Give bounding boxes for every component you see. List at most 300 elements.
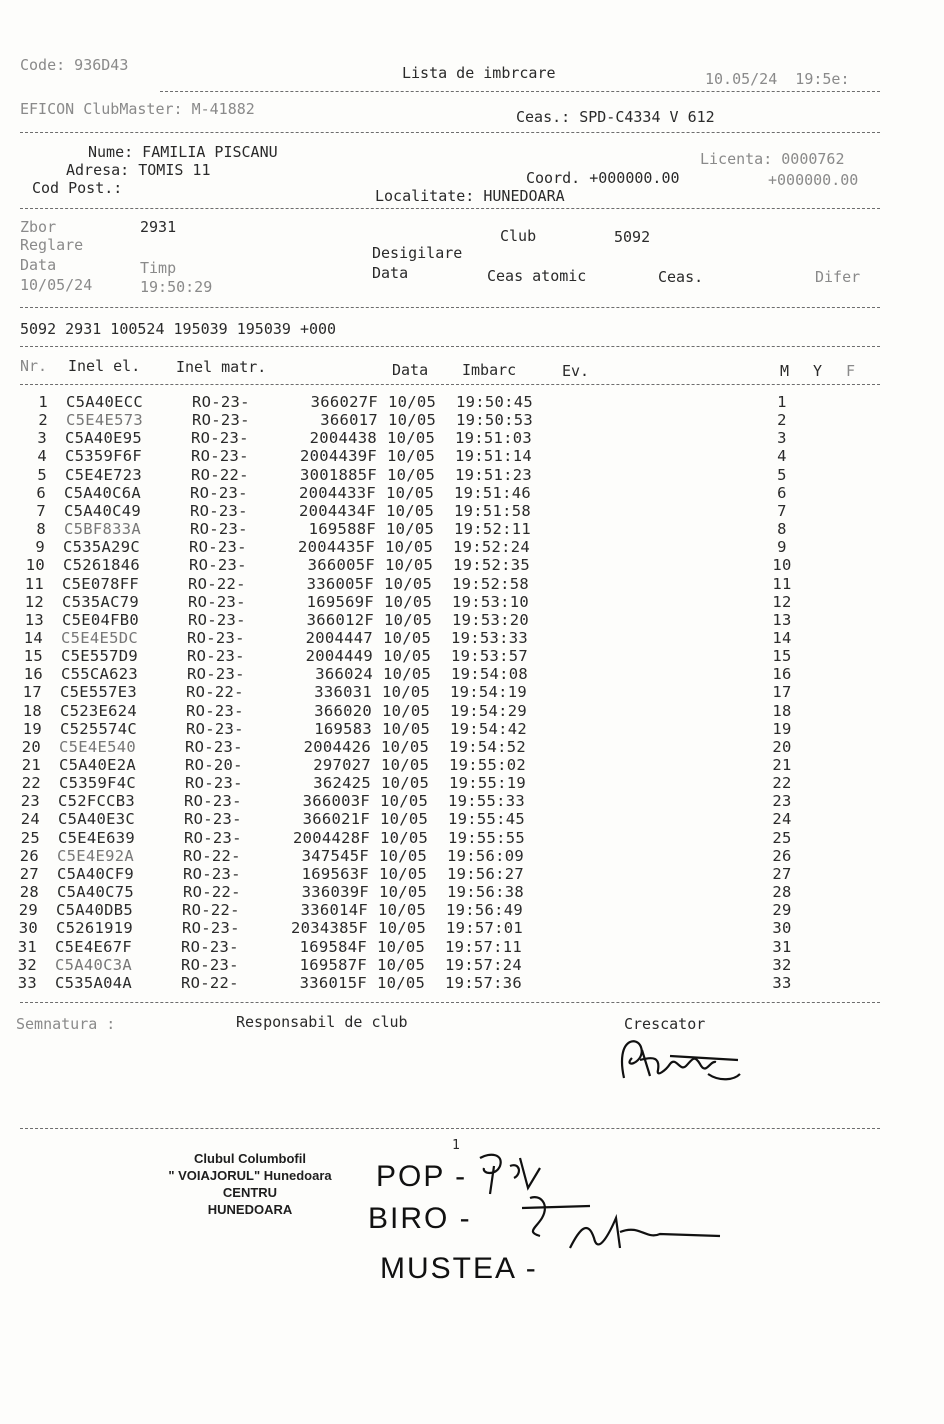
table-row <box>0 901 944 919</box>
ring-prefix: RO-23- <box>185 737 243 756</box>
flight-code-line: 5092 2931 100524 195039 195039 +000 <box>20 320 337 338</box>
ring-prefix: RO-23- <box>189 538 247 557</box>
report-title: Lista de imbrcare <box>402 64 556 82</box>
table-row <box>0 466 944 484</box>
basket-time: 19:55:55 <box>448 828 526 847</box>
report-datetime: 10.05/24 19:5e: <box>705 70 850 88</box>
basket-time: 19:52:11 <box>454 520 532 539</box>
ring-prefix: RO-22- <box>191 465 249 484</box>
table-row <box>0 810 944 828</box>
basket-time: 19:53:33 <box>451 628 529 647</box>
basket-date: 10/05 <box>387 465 436 484</box>
electronic-ring: C5A40CF9 <box>57 864 135 883</box>
row-number: 24 <box>20 810 40 829</box>
table-row <box>0 575 944 593</box>
timp-label: Timp <box>140 259 177 277</box>
ring-prefix: RO-23- <box>183 864 241 883</box>
electronic-ring: C5A40DB5 <box>56 901 134 920</box>
m-count: 21 <box>772 756 792 774</box>
electronic-ring: C5BF833A <box>64 520 142 539</box>
page-number: 1 <box>452 1138 460 1153</box>
ring-serial: 2004434F <box>298 501 376 520</box>
basket-time: 19:53:57 <box>451 647 529 666</box>
electronic-ring: C535A04A <box>55 973 133 992</box>
basket-date: 10/05 <box>377 955 426 974</box>
ring-serial: 336015F <box>299 973 367 992</box>
ring-serial: 362425 <box>313 774 371 793</box>
m-count: 22 <box>772 774 792 793</box>
m-count: 23 <box>772 792 792 811</box>
m-count: 31 <box>772 937 792 956</box>
ring-prefix: RO-20- <box>185 756 243 774</box>
ring-prefix: RO-23- <box>188 610 246 629</box>
ring-prefix: RO-23- <box>185 774 243 793</box>
row-number: 23 <box>20 792 40 811</box>
ring-prefix: RO-23- <box>186 719 244 738</box>
m-count: 12 <box>772 592 792 611</box>
basket-date: 10/05 <box>387 429 436 448</box>
handwritten-signatures <box>470 1148 730 1288</box>
ring-prefix: RO-23- <box>181 955 239 974</box>
table-row <box>0 447 944 465</box>
ring-serial: 347545F <box>301 846 369 865</box>
club-number: 5092 <box>614 228 651 246</box>
basket-time: 19:54:08 <box>451 665 529 684</box>
table-row <box>0 556 944 574</box>
ring-prefix: RO-23- <box>184 828 242 847</box>
electronic-ring: C5359F6F <box>65 447 143 466</box>
basket-date: 10/05 <box>381 737 430 756</box>
row-number: 32 <box>17 955 37 974</box>
ring-serial: 366024 <box>315 665 373 684</box>
row-number: 11 <box>24 574 44 593</box>
basket-time: 19:56:49 <box>446 901 524 920</box>
table-row <box>0 702 944 720</box>
m-count: 17 <box>772 683 792 702</box>
electronic-ring: C5A40E95 <box>65 429 143 448</box>
ring-prefix: RO-22- <box>188 574 246 593</box>
ring-serial: 336005F <box>306 574 374 593</box>
electronic-ring: C5E557E3 <box>60 683 138 702</box>
ring-prefix: RO-23- <box>190 483 248 502</box>
coord-y: +000000.00 <box>768 171 859 189</box>
table-row <box>0 865 944 883</box>
table-row <box>0 393 944 411</box>
basket-time: 19:51:23 <box>455 465 533 484</box>
row-number: 29 <box>18 901 38 920</box>
m-count: 26 <box>772 846 792 865</box>
ring-serial: 2004439F <box>299 447 377 466</box>
table-row <box>0 647 944 665</box>
basket-date: 10/05 <box>385 538 434 557</box>
electronic-ring: C5E4E639 <box>58 828 136 847</box>
m-count: 8 <box>777 520 787 539</box>
table-row <box>0 429 944 447</box>
table-row <box>0 629 944 647</box>
postal-code-label: Cod Post.: <box>32 179 123 197</box>
col-f: F <box>846 362 856 380</box>
owner-name: Nume: FAMILIA PISCANU <box>88 143 278 161</box>
electronic-ring: C5E557D9 <box>61 647 139 666</box>
ring-prefix: RO-23- <box>184 792 242 811</box>
basket-date: 10/05 <box>379 864 428 883</box>
m-count: 13 <box>772 610 792 629</box>
ring-prefix: RO-22- <box>181 973 239 992</box>
table-row <box>0 520 944 538</box>
ring-prefix: RO-23- <box>181 937 239 956</box>
row-number: 26 <box>19 846 39 865</box>
basket-time: 19:57:36 <box>445 973 523 992</box>
table-row <box>0 756 944 774</box>
system-name: EFICON ClubMaster: M-41882 <box>20 100 255 118</box>
m-count: 14 <box>772 628 792 647</box>
basket-time: 19:55:33 <box>448 792 526 811</box>
basket-time: 19:53:10 <box>452 592 530 611</box>
row-number: 8 <box>36 520 46 539</box>
col-inel-matr: Inel matr. <box>176 358 267 376</box>
m-count: 19 <box>772 719 792 738</box>
electronic-ring: C5A40ECC <box>66 393 144 411</box>
row-number: 21 <box>21 756 41 774</box>
m-count: 30 <box>772 919 792 938</box>
ring-prefix: RO-23- <box>187 665 245 684</box>
desigilare-label: Desigilare <box>372 244 463 262</box>
col-ev: Ev. <box>562 362 590 380</box>
ring-prefix: RO-23- <box>182 919 240 938</box>
row-number: 2 <box>38 411 48 430</box>
breeder-signature <box>610 1030 780 1090</box>
basket-time: 19:54:42 <box>450 719 528 738</box>
owner-address: Adresa: TOMIS 11 <box>66 161 211 179</box>
table-row <box>0 829 944 847</box>
basket-time: 19:57:01 <box>446 919 524 938</box>
table-row <box>0 919 944 937</box>
ring-serial: 2004433F <box>298 483 376 502</box>
table-row <box>0 847 944 865</box>
m-count: 3 <box>777 429 787 448</box>
atomic-clock-label: Ceas atomic <box>487 267 587 285</box>
row-number: 7 <box>36 501 46 520</box>
basket-date: 10/05 <box>383 628 432 647</box>
divider <box>20 1128 880 1129</box>
locality: Localitate: HUNEDOARA <box>375 187 565 205</box>
ring-serial: 169569F <box>306 592 374 611</box>
col-y: Y <box>813 362 823 380</box>
table-row <box>0 956 944 974</box>
basket-time: 19:54:52 <box>449 737 527 756</box>
row-number: 3 <box>37 429 47 448</box>
basket-date: 10/05 <box>386 520 435 539</box>
electronic-ring: C5E078FF <box>62 574 140 593</box>
table-row <box>0 792 944 810</box>
basket-date: 10/05 <box>380 828 429 847</box>
basket-date: 10/05 <box>384 592 433 611</box>
basket-date: 10/05 <box>382 701 431 720</box>
ring-serial: 366012F <box>306 610 374 629</box>
electronic-ring: C523E624 <box>60 701 138 720</box>
basket-time: 19:51:58 <box>454 501 532 520</box>
ring-serial: 2034385F <box>290 919 368 938</box>
ring-prefix: RO-23- <box>187 628 245 647</box>
ring-serial: 366021F <box>302 810 370 829</box>
reglare-date: 10/05/24 <box>20 276 93 294</box>
stamp-line-4: HUNEDOARA <box>207 1202 293 1217</box>
basket-date: 10/05 <box>388 393 437 411</box>
reglare-time: 19:50:29 <box>140 278 213 296</box>
row-number: 4 <box>37 447 47 466</box>
ring-serial: 336031 <box>314 683 372 702</box>
row-number: 33 <box>17 973 37 992</box>
ring-serial: 169588F <box>308 520 376 539</box>
ring-prefix: RO-22- <box>183 883 241 902</box>
reglare-label: Reglare <box>20 236 84 254</box>
row-number: 13 <box>24 610 44 629</box>
row-number: 28 <box>19 883 39 902</box>
col-data: Data <box>392 361 429 379</box>
signature-label: Semnatura : <box>16 1015 116 1033</box>
m-count: 5 <box>777 465 787 484</box>
flight-label: Zbor <box>20 218 57 236</box>
electronic-ring: C5359F4C <box>59 774 137 793</box>
basket-date: 10/05 <box>378 901 427 920</box>
basket-time: 19:57:24 <box>445 955 523 974</box>
electronic-ring: C5E4E67F <box>55 937 133 956</box>
m-count: 9 <box>777 538 787 557</box>
basket-time: 19:55:19 <box>449 774 527 793</box>
divider <box>20 1002 880 1003</box>
row-number: 22 <box>21 774 41 793</box>
row-number: 16 <box>23 665 43 684</box>
ring-serial: 3001885F <box>299 465 377 484</box>
report-code: Code: 936D43 <box>20 56 129 74</box>
divider <box>20 307 880 308</box>
row-number: 19 <box>22 719 42 738</box>
electronic-ring: C5A40C3A <box>55 955 133 974</box>
ring-prefix: RO-22- <box>182 901 240 920</box>
m-count: 2 <box>777 411 787 430</box>
electronic-ring: C5A40C6A <box>64 483 142 502</box>
table-row <box>0 484 944 502</box>
electronic-ring: C55CA623 <box>61 665 139 684</box>
electronic-ring: C5261919 <box>56 919 134 938</box>
electronic-ring: C52FCCB3 <box>58 792 136 811</box>
basket-date: 10/05 <box>382 683 431 702</box>
basket-date: 10/05 <box>386 501 435 520</box>
basket-time: 19:55:02 <box>449 756 527 774</box>
basket-date: 10/05 <box>379 846 428 865</box>
table-row <box>0 938 944 956</box>
basket-time: 19:50:53 <box>456 411 534 430</box>
electronic-ring: C5A40E3C <box>58 810 136 829</box>
basket-date: 10/05 <box>377 937 426 956</box>
basket-date: 10/05 <box>384 574 433 593</box>
ring-serial: 366027F <box>310 393 378 411</box>
electronic-ring: C5A40C49 <box>64 501 142 520</box>
table-row <box>0 611 944 629</box>
handwritten-biro: BIRO - <box>368 1202 483 1235</box>
divider <box>20 346 880 347</box>
basket-time: 19:50:45 <box>456 393 534 411</box>
electronic-ring: C5E04FB0 <box>62 610 140 629</box>
ring-prefix: RO-23- <box>190 501 248 520</box>
basket-time: 19:53:20 <box>452 610 530 629</box>
row-number: 25 <box>20 828 40 847</box>
ring-prefix: RO-23- <box>190 520 248 539</box>
row-number: 14 <box>23 628 43 647</box>
electronic-ring: C5E4E5DC <box>61 628 139 647</box>
electronic-ring: C5E4E573 <box>66 411 144 430</box>
electronic-ring: C525574C <box>60 719 138 738</box>
license-number: Licenta: 0000762 <box>700 150 845 168</box>
stamp-line-1: Clubul Columbofil <box>194 1151 306 1166</box>
electronic-ring: C5261846 <box>63 556 141 575</box>
ring-serial: 169563F <box>301 864 369 883</box>
basket-date: 10/05 <box>382 719 431 738</box>
ring-serial: 2004438 <box>309 429 377 448</box>
basket-date: 10/05 <box>378 919 427 938</box>
ring-prefix: RO-23- <box>187 647 245 666</box>
ring-serial: 366003F <box>302 792 370 811</box>
m-count: 11 <box>772 574 792 593</box>
breeder-label: Crescator <box>624 1015 706 1033</box>
club-label: Club <box>500 227 537 245</box>
coord-x: Coord. +000000.00 <box>526 169 680 187</box>
ring-serial: 366020 <box>314 701 372 720</box>
basket-time: 19:57:11 <box>445 937 523 956</box>
m-count: 15 <box>772 647 792 666</box>
divider <box>20 132 880 133</box>
ring-prefix: RO-23- <box>186 701 244 720</box>
basket-date: 10/05 <box>386 483 435 502</box>
table-row <box>0 774 944 792</box>
m-count: 18 <box>772 701 792 720</box>
basket-date: 10/05 <box>381 756 430 774</box>
table-row <box>0 974 944 992</box>
table-row <box>0 738 944 756</box>
m-count: 25 <box>772 828 792 847</box>
row-number: 15 <box>23 647 43 666</box>
ring-prefix: RO-23- <box>192 411 250 430</box>
basket-time: 19:56:27 <box>447 864 525 883</box>
m-count: 27 <box>772 864 792 883</box>
basket-time: 19:56:09 <box>447 846 525 865</box>
m-count: 28 <box>772 883 792 902</box>
row-number: 10 <box>25 556 45 575</box>
divider <box>160 91 880 92</box>
row-number: 12 <box>24 592 44 611</box>
ring-serial: 366017 <box>320 411 378 430</box>
col-nr: Nr. <box>20 357 48 375</box>
electronic-ring: C5E4E723 <box>65 465 143 484</box>
table-row <box>0 665 944 683</box>
row-number: 18 <box>22 701 42 720</box>
row-number: 31 <box>17 937 37 956</box>
ring-prefix: RO-23- <box>192 393 250 411</box>
ring-serial: 2004428F <box>292 828 370 847</box>
ring-prefix: RO-23- <box>188 592 246 611</box>
flight-number: 2931 <box>140 218 177 236</box>
basket-time: 19:55:45 <box>448 810 526 829</box>
basket-date: 10/05 <box>383 665 432 684</box>
divider <box>20 208 880 209</box>
electronic-ring: C535AC79 <box>62 592 140 611</box>
row-number: 27 <box>19 864 39 883</box>
electronic-ring: C5E4E92A <box>57 846 135 865</box>
ring-serial: 169583 <box>314 719 372 738</box>
ring-serial: 169584F <box>299 937 367 956</box>
electronic-ring: C5A40C75 <box>57 883 135 902</box>
ring-serial: 2004426 <box>303 737 371 756</box>
row-number: 20 <box>21 737 41 756</box>
table-row <box>0 683 944 701</box>
basket-time: 19:51:46 <box>454 483 532 502</box>
handwritten-mustea: MUSTEA - <box>380 1252 549 1285</box>
data-label: Data <box>20 256 57 274</box>
basket-date: 10/05 <box>385 556 434 575</box>
basket-time: 19:56:38 <box>447 883 525 902</box>
basket-date: 10/05 <box>387 447 436 466</box>
table-row <box>0 720 944 738</box>
ring-serial: 2004449 <box>305 647 373 666</box>
basket-time: 19:52:24 <box>453 538 531 557</box>
ring-serial: 366005F <box>307 556 375 575</box>
basket-time: 19:54:29 <box>450 701 528 720</box>
clock-label: Ceas. <box>658 268 704 286</box>
basket-date: 10/05 <box>388 411 437 430</box>
table-row <box>0 411 944 429</box>
m-count: 32 <box>772 955 792 974</box>
ring-prefix: RO-23- <box>191 429 249 448</box>
basket-time: 19:52:35 <box>453 556 531 575</box>
ring-serial: 336014F <box>300 901 368 920</box>
row-number: 17 <box>22 683 42 702</box>
ring-serial: 2004435F <box>297 538 375 557</box>
stamp-line-2: " VOIAJORUL" Hunedoara <box>168 1168 332 1183</box>
m-count: 33 <box>772 973 792 992</box>
ring-serial: 297027 <box>313 756 371 774</box>
m-count: 29 <box>772 901 792 920</box>
handwritten-pop: POP - <box>376 1160 478 1193</box>
m-count: 7 <box>777 501 787 520</box>
ring-serial: 169587F <box>299 955 367 974</box>
col-imbarc: Imbarc <box>462 361 517 379</box>
basket-time: 19:51:03 <box>455 429 533 448</box>
m-count: 10 <box>772 556 792 575</box>
basket-date: 10/05 <box>377 973 426 992</box>
ring-prefix: RO-23- <box>191 447 249 466</box>
basket-date: 10/05 <box>379 883 428 902</box>
basket-date: 10/05 <box>380 810 429 829</box>
club-responsible-label: Responsabil de club <box>236 1013 408 1031</box>
electronic-ring: C5A40E2A <box>59 756 137 774</box>
divider <box>20 384 880 385</box>
row-number: 30 <box>18 919 38 938</box>
row-number: 6 <box>36 483 46 502</box>
basket-time: 19:51:14 <box>455 447 533 466</box>
ring-serial: 2004447 <box>305 628 373 647</box>
m-count: 4 <box>777 447 787 466</box>
basket-date: 10/05 <box>381 774 430 793</box>
row-number: 1 <box>38 393 48 411</box>
table-row <box>0 593 944 611</box>
m-count: 20 <box>772 737 792 756</box>
table-row <box>0 502 944 520</box>
m-count: 6 <box>777 483 787 502</box>
table-row <box>0 538 944 556</box>
stamp-line-3: CENTRU <box>222 1185 278 1200</box>
data-label-2: Data <box>372 264 409 282</box>
ring-prefix: RO-23- <box>184 810 242 829</box>
